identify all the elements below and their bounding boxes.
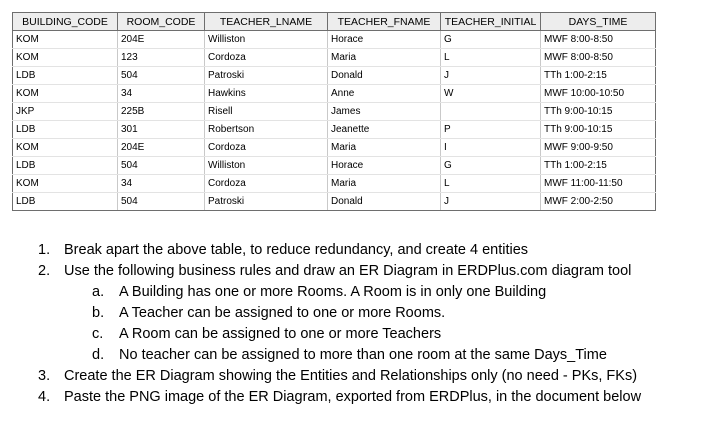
cell-teacher-lname: Cordoza: [205, 49, 328, 67]
instruction-item-3: [38, 366, 718, 387]
cell-teacher-lname: Patroski: [205, 193, 328, 211]
list-letter: d.: [92, 347, 105, 363]
cell-building-code: KOM: [13, 175, 118, 193]
cell-room-code: 34: [118, 85, 205, 103]
cell-teacher-fname: Maria: [328, 175, 441, 193]
cell-teacher-initial: L: [441, 49, 541, 67]
table-row: [13, 49, 656, 67]
cell-teacher-fname: Anne: [328, 85, 441, 103]
table-row: [13, 31, 656, 49]
cell-days-time: TTh 1:00-2:15: [541, 67, 656, 85]
column-header-teacher-initial: TEACHER_INITIAL: [441, 13, 541, 31]
instruction-text: Paste the PNG image of the ER Diagram, exported from ERDPlus, in the document below: [64, 389, 642, 405]
list-number: 3.: [38, 368, 51, 384]
instruction-text: Break apart the above table, to reduce redundancy, and create 4 entities: [64, 242, 529, 258]
cell-teacher-fname: Donald: [328, 67, 441, 85]
cell-building-code: JKP: [13, 103, 118, 121]
cell-teacher-initial: G: [441, 31, 541, 49]
instruction-item-2: [38, 261, 718, 282]
table-row: [13, 85, 656, 103]
table-row: [13, 157, 656, 175]
cell-teacher-fname: Jeanette: [328, 121, 441, 139]
table-row: [13, 175, 656, 193]
cell-teacher-lname: Hawkins: [205, 85, 328, 103]
instruction-text: Use the following business rules and draw an ER Diagram in ERDPlus.com diagram tool: [64, 263, 632, 279]
instruction-list: [38, 240, 718, 408]
column-header-room-code: ROOM_CODE: [118, 13, 205, 31]
cell-room-code: 123: [118, 49, 205, 67]
cell-teacher-initial: J: [441, 67, 541, 85]
table-header-row: [13, 13, 656, 31]
list-number: 1.: [38, 242, 51, 258]
cell-teacher-fname: Maria: [328, 49, 441, 67]
cell-room-code: 225B: [118, 103, 205, 121]
instruction-text: Create the ER Diagram showing the Entities and Relationships only (no need - PKs, FKs): [64, 368, 638, 384]
cell-building-code: LDB: [13, 121, 118, 139]
cell-days-time: TTh 9:00-10:15: [541, 103, 656, 121]
cell-teacher-fname: Horace: [328, 157, 441, 175]
cell-days-time: MWF 8:00-8:50: [541, 49, 656, 67]
table-row: [13, 67, 656, 85]
cell-teacher-initial: [441, 103, 541, 121]
cell-room-code: 504: [118, 67, 205, 85]
cell-teacher-fname: Horace: [328, 31, 441, 49]
cell-days-time: MWF 10:00-10:50: [541, 85, 656, 103]
business-rule-c: [38, 324, 718, 345]
data-table: [12, 12, 656, 211]
list-number: 2.: [38, 263, 51, 279]
cell-days-time: TTh 9:00-10:15: [541, 121, 656, 139]
data-table-container: [12, 12, 656, 211]
cell-teacher-fname: Donald: [328, 193, 441, 211]
cell-teacher-lname: Patroski: [205, 67, 328, 85]
rule-text: A Room can be assigned to one or more Teachers: [119, 326, 442, 342]
cell-teacher-initial: L: [441, 175, 541, 193]
list-letter: a.: [92, 284, 105, 300]
cell-room-code: 204E: [118, 139, 205, 157]
rule-text: A Teacher can be assigned to one or more Rooms.: [119, 305, 446, 321]
rule-text: A Building has one or more Rooms. A Room is in only one Building: [119, 284, 547, 300]
instruction-item-1: [38, 240, 718, 261]
table-row: [13, 139, 656, 157]
list-letter: b.: [92, 305, 105, 321]
table-row: [13, 103, 656, 121]
cell-teacher-initial: J: [441, 193, 541, 211]
cell-room-code: 504: [118, 157, 205, 175]
cell-teacher-initial: I: [441, 139, 541, 157]
business-rule-a: [38, 282, 718, 303]
cell-teacher-lname: Cordoza: [205, 175, 328, 193]
cell-days-time: MWF 11:00-11:50: [541, 175, 656, 193]
cell-teacher-lname: Robertson: [205, 121, 328, 139]
cell-building-code: KOM: [13, 31, 118, 49]
business-rule-d: [38, 345, 718, 366]
column-header-building-code: BUILDING_CODE: [13, 13, 118, 31]
cell-days-time: MWF 9:00-9:50: [541, 139, 656, 157]
cell-days-time: MWF 8:00-8:50: [541, 31, 656, 49]
cell-building-code: KOM: [13, 85, 118, 103]
column-header-teacher-fname: TEACHER_FNAME: [328, 13, 441, 31]
cell-room-code: 34: [118, 175, 205, 193]
table-row: [13, 193, 656, 211]
business-rule-b: [38, 303, 718, 324]
instruction-item-4: [38, 387, 718, 408]
table-row: [13, 121, 656, 139]
cell-teacher-initial: G: [441, 157, 541, 175]
cell-teacher-lname: Williston: [205, 157, 328, 175]
cell-room-code: 204E: [118, 31, 205, 49]
cell-teacher-lname: Risell: [205, 103, 328, 121]
cell-room-code: 301: [118, 121, 205, 139]
cell-teacher-lname: Cordoza: [205, 139, 328, 157]
cell-room-code: 504: [118, 193, 205, 211]
cell-building-code: LDB: [13, 193, 118, 211]
list-number: 4.: [38, 389, 51, 405]
cell-teacher-lname: Williston: [205, 31, 328, 49]
cell-teacher-fname: James: [328, 103, 441, 121]
cell-building-code: LDB: [13, 157, 118, 175]
cell-building-code: LDB: [13, 67, 118, 85]
cell-teacher-initial: W: [441, 85, 541, 103]
column-header-days-time: DAYS_TIME: [541, 13, 656, 31]
cell-building-code: KOM: [13, 139, 118, 157]
cell-building-code: KOM: [13, 49, 118, 67]
column-header-teacher-lname: TEACHER_LNAME: [205, 13, 328, 31]
list-letter: c.: [92, 326, 104, 342]
cell-days-time: TTh 1:00-2:15: [541, 157, 656, 175]
cell-teacher-initial: P: [441, 121, 541, 139]
cell-teacher-fname: Maria: [328, 139, 441, 157]
rule-text: No teacher can be assigned to more than one room at the same Days_Time: [119, 347, 607, 363]
cell-days-time: MWF 2:00-2:50: [541, 193, 656, 211]
